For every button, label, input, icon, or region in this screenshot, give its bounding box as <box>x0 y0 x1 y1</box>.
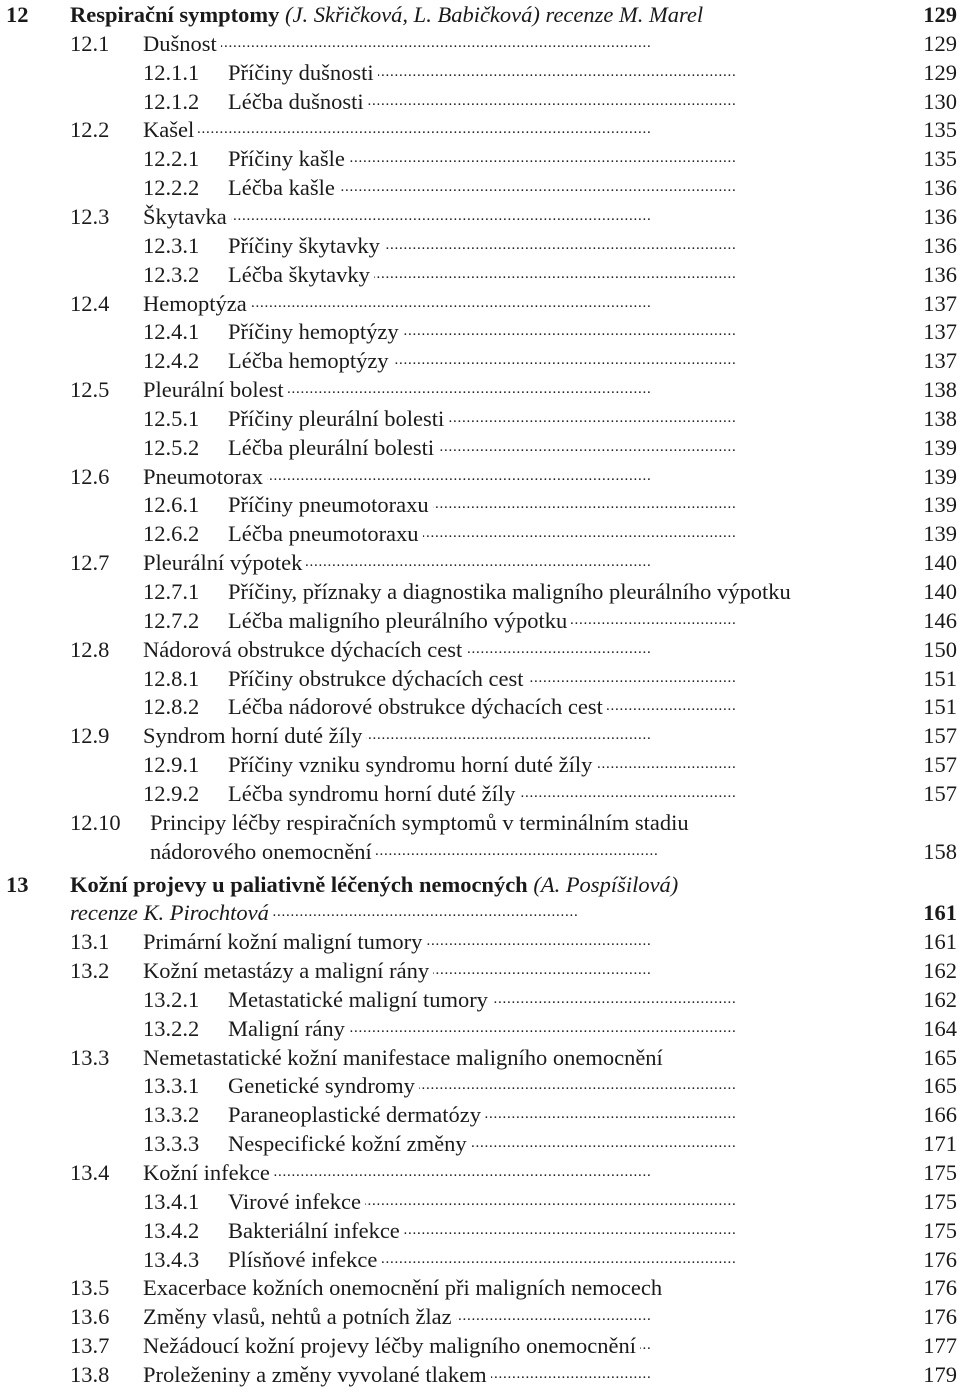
toc-entry-page: 177 <box>923 1333 957 1359</box>
toc-entry-number: 12.7.2 <box>143 607 200 633</box>
toc-entry-page: 165 <box>923 1073 957 1099</box>
toc-entry-title-text: Pneumotorax <box>143 463 263 489</box>
toc-entry[interactable] <box>0 635 960 664</box>
toc-entry-number: 12.1.2 <box>143 88 200 114</box>
toc-entry-number: 12.5.1 <box>143 405 200 431</box>
toc-entry-page: 161 <box>923 929 957 955</box>
toc-entry-number: 13.3.2 <box>143 1102 200 1128</box>
toc-entry-title-text: Respirační symptomy <box>70 2 280 27</box>
toc-entry-title <box>143 462 910 491</box>
toc-entry-number: 12.5 <box>70 377 110 403</box>
toc-entry-title-text: Kašel <box>143 117 195 143</box>
toc-entry-title <box>228 58 910 87</box>
toc-entry-title-text: Kožní metastázy a maligní rány <box>143 958 430 984</box>
toc-entry-title <box>228 1129 910 1158</box>
toc-entry[interactable] <box>0 289 960 318</box>
toc-entry-number: 12.4.2 <box>143 348 200 374</box>
toc-entry-number: 12.2.2 <box>143 175 200 201</box>
toc-entry-page: 171 <box>923 1131 957 1157</box>
toc-entry-title <box>228 606 910 635</box>
toc-entry[interactable] <box>0 58 960 87</box>
toc-entry-page: 150 <box>923 636 957 662</box>
toc-entry-title <box>228 577 910 606</box>
toc-entry-number: 13.3.3 <box>143 1131 200 1157</box>
toc-entry[interactable] <box>0 1129 960 1158</box>
toc-entry-number: 12.3 <box>70 203 110 229</box>
toc-entry[interactable] <box>0 231 960 260</box>
toc-entry-number: 12.6 <box>70 463 110 489</box>
toc-entry[interactable] <box>0 519 960 548</box>
toc-entry-page: 146 <box>923 607 957 633</box>
toc-entry-page: 151 <box>923 665 957 691</box>
toc-entry-page: 136 <box>923 175 957 201</box>
toc-entry-page: 129 <box>923 30 957 56</box>
toc-entry-number: 12.2 <box>70 117 110 143</box>
toc-entry-title-text: Léčba pleurální bolesti <box>228 434 435 460</box>
toc-entry-title <box>228 173 910 202</box>
toc-entry-title <box>228 231 910 260</box>
toc-entry-page: 140 <box>923 550 957 576</box>
toc-entry-title <box>150 837 910 866</box>
toc-entry-title-text: Příčiny obstrukce dýchacích cest <box>228 665 524 691</box>
toc-entry[interactable] <box>0 1331 960 1360</box>
toc-entry-title-text: Léčba pneumotoraxu <box>228 521 419 547</box>
toc-entry-title <box>228 404 910 433</box>
toc-entry-number: 12.5.2 <box>143 434 200 460</box>
toc-entry-title <box>143 1043 910 1072</box>
toc-entry-number: 12.9.2 <box>143 780 200 806</box>
toc-entry-author: (A. Pospíšilová) <box>527 871 679 897</box>
toc-entry-number: 12.2.1 <box>143 146 200 172</box>
toc-entry-number: 12.1 <box>70 30 110 56</box>
toc-entry-number: 12.9 <box>70 723 110 749</box>
toc-entry[interactable] <box>0 462 960 491</box>
toc-entry-title-text: Léčba maligního pleurálního výpotku <box>228 607 568 633</box>
toc-entry-page: 136 <box>923 232 957 258</box>
toc-entry-title-text: Příčiny dušnosti <box>228 59 374 85</box>
toc-entry-number: 12.3.1 <box>143 232 200 258</box>
toc-entry[interactable] <box>0 956 960 985</box>
toc-entry-title <box>70 0 910 29</box>
toc-entry-title <box>228 1187 910 1216</box>
toc-entry[interactable] <box>0 1273 960 1302</box>
toc-entry-title-text: Primární kožní maligní tumory <box>143 929 423 955</box>
toc-entry-page: 137 <box>923 290 957 316</box>
toc-entry-title-text: Škytavka <box>143 203 227 229</box>
toc-entry-title <box>143 1360 910 1389</box>
toc-entry-number: 13.2 <box>70 958 110 984</box>
toc-entry-page: 139 <box>923 492 957 518</box>
toc-entry-title-text: Příčiny hemoptýzy <box>228 319 399 345</box>
toc-entry-title <box>228 1216 910 1245</box>
toc-entry[interactable] <box>0 1071 960 1100</box>
toc-entry-number: 12.8.2 <box>143 694 200 720</box>
toc-entry-title <box>228 144 910 173</box>
toc-entry-title <box>228 750 910 779</box>
toc-entry-author: recenze K. Pirochtová <box>70 900 269 926</box>
toc-entry[interactable] <box>0 375 960 404</box>
toc-entry-title <box>143 202 910 231</box>
toc-entry-number: 13.3 <box>70 1044 110 1070</box>
toc-entry[interactable] <box>0 721 960 750</box>
toc-entry-title-text: Léčba hemoptýzy <box>228 348 389 374</box>
toc-entry-title-text: Léčba nádorové obstrukce dýchacích cest <box>228 694 603 720</box>
toc-entry-title-text: Exacerbace kožních onemocnění při maligních nemocech <box>143 1275 663 1301</box>
toc-entry[interactable] <box>0 1014 960 1043</box>
toc-entry-number: 13.5 <box>70 1275 110 1301</box>
toc-entry-title <box>143 1158 910 1187</box>
toc-entry[interactable] <box>0 927 960 956</box>
toc-entry-number: 13.2.1 <box>143 986 200 1012</box>
toc-entry-title-text: Příčiny, příznaky a diagnostika maligního pleurálního výpotku <box>228 579 791 604</box>
toc-entry[interactable] <box>0 1158 960 1187</box>
toc-entry-author: (J. Skřičková, L. Babičková) recenze M. Marel <box>279 2 704 27</box>
toc-entry-page: 166 <box>923 1102 957 1128</box>
toc-entry-title-text: Genetické syndromy <box>228 1073 415 1099</box>
toc-entry-page: 175 <box>923 1188 957 1214</box>
toc-entry-title-text: Nežádoucí kožní projevy léčby maligního onemocnění <box>143 1333 636 1359</box>
toc-entry-title <box>228 779 910 808</box>
toc-entry-title <box>70 898 910 927</box>
toc-entry-page: 176 <box>923 1304 957 1330</box>
toc-entry[interactable] <box>0 144 960 173</box>
toc-entry-number: 12.8.1 <box>143 665 200 691</box>
toc-entry-title <box>228 1245 910 1274</box>
toc-entry-title <box>228 346 910 375</box>
toc-entry-number: 12.6.2 <box>143 521 200 547</box>
toc-entry-title <box>143 1302 910 1331</box>
toc-entry[interactable] <box>0 808 960 837</box>
toc-entry[interactable] <box>0 1360 960 1389</box>
toc-entry-page: 137 <box>923 319 957 345</box>
toc-entry-title-text: Pleurální bolest <box>143 377 284 403</box>
toc-entry-number: 12.4 <box>70 290 110 316</box>
toc-entry-title <box>143 956 910 985</box>
toc-entry-number: 13.7 <box>70 1333 110 1359</box>
toc-entry[interactable] <box>0 898 960 927</box>
toc-entry-title-text: Kožní infekce <box>143 1160 270 1185</box>
toc-entry-number: 12.3.2 <box>143 261 200 287</box>
toc-entry[interactable] <box>0 985 960 1014</box>
toc-entry-number: 12.7 <box>70 550 110 576</box>
toc-entry-title-text: Léčba kašle <box>228 175 335 201</box>
toc-entry[interactable] <box>0 404 960 433</box>
toc-entry-title <box>70 870 910 899</box>
toc-entry-title <box>143 115 910 144</box>
toc-entry-number: 12 <box>6 2 29 27</box>
toc-entry-page: 165 <box>923 1044 957 1070</box>
toc-entry-page: 140 <box>923 579 957 604</box>
toc-entry[interactable] <box>0 0 960 29</box>
toc-entry[interactable] <box>0 1100 960 1129</box>
toc-entry-title-text: Syndrom horní duté žíly <box>143 723 363 749</box>
toc-entry[interactable] <box>0 779 960 808</box>
toc-entry-title <box>143 635 910 664</box>
toc-entry-page: 138 <box>923 405 957 431</box>
toc-entry-page: 158 <box>923 838 957 864</box>
toc-entry-page: 157 <box>923 780 957 806</box>
toc-entry-number: 12.1.1 <box>143 59 200 85</box>
toc-entry[interactable] <box>0 1245 960 1274</box>
toc-entry-number: 13.3.1 <box>143 1073 200 1099</box>
toc-entry-number: 13.1 <box>70 929 110 955</box>
toc-entry[interactable] <box>0 490 960 519</box>
toc-entry-page: 130 <box>923 88 957 114</box>
toc-entry-title <box>143 375 910 404</box>
toc-entry-number: 12.7.1 <box>143 579 200 604</box>
toc-entry-title-text: Nádorová obstrukce dýchacích cest <box>143 636 463 662</box>
toc-entry-page: 139 <box>923 463 957 489</box>
toc-entry-title <box>228 260 910 289</box>
toc-entry-title <box>143 927 910 956</box>
toc-entry-page: 138 <box>923 377 957 403</box>
toc-entry-title <box>143 721 910 750</box>
toc-entry-number: 13.4 <box>70 1160 110 1185</box>
toc-entry[interactable] <box>0 692 960 721</box>
toc-entry-title <box>143 548 910 577</box>
toc-entry-title <box>150 808 910 837</box>
toc-entry-title-text: Metastatické maligní tumory <box>228 986 488 1012</box>
toc-entry-title-text: Léčba syndromu horní duté žíly <box>228 780 516 806</box>
toc-entry[interactable] <box>0 115 960 144</box>
toc-entry-title-text: Změny vlasů, nehtů a potních žlaz <box>143 1304 452 1330</box>
toc-entry-number: 13.6 <box>70 1304 110 1330</box>
toc-entry-page: 136 <box>923 261 957 287</box>
toc-entry-page: 136 <box>923 203 957 229</box>
toc-entry-title-text: Paraneoplastické dermatózy <box>228 1102 482 1128</box>
toc-entry-page: 176 <box>923 1246 957 1272</box>
toc-entry-title-text: Léčba škytavky <box>228 261 370 287</box>
toc-entry-page: 164 <box>923 1015 957 1041</box>
toc-entry[interactable] <box>0 87 960 116</box>
toc-entry-number: 12.10 <box>70 809 121 835</box>
toc-entry-title-text: Bakteriální infekce <box>228 1217 400 1243</box>
toc-entry-number: 13.4.2 <box>143 1217 200 1243</box>
toc-entry-page: 175 <box>923 1217 957 1243</box>
toc-entry-title <box>228 1014 910 1043</box>
toc-entry-title-text: Nemetastatické kožní manifestace maligního onemocnění <box>143 1044 663 1070</box>
toc-entry-title <box>228 490 910 519</box>
toc-entry-title <box>228 519 910 548</box>
toc-entry[interactable] <box>0 433 960 462</box>
toc-entry-title-text: Proleženiny a změny vyvolané tlakem <box>143 1361 487 1387</box>
toc-entry-number: 13.4.3 <box>143 1246 200 1272</box>
toc-entry-page: 162 <box>923 958 957 984</box>
toc-entry[interactable] <box>0 606 960 635</box>
toc-entry-title <box>143 1273 910 1302</box>
toc-entry-title <box>143 289 910 318</box>
toc-entry[interactable] <box>0 1187 960 1216</box>
toc-entry-page: 157 <box>923 752 957 778</box>
toc-entry[interactable] <box>0 870 960 899</box>
toc-entry-title-text: Příčiny pneumotoraxu <box>228 492 429 518</box>
toc-entry-title <box>143 1331 910 1360</box>
toc-entry-title-text: Kožní projevy u paliativně léčených nemocných <box>70 871 528 897</box>
toc-entry-page: 162 <box>923 986 957 1012</box>
toc-entry-title-text: Pleurální výpotek <box>143 550 303 576</box>
toc-entry[interactable] <box>0 548 960 577</box>
toc-entry-title-text: Příčiny kašle <box>228 146 345 172</box>
toc-entry-title-text: Příčiny vzniku syndromu horní duté žíly <box>228 752 593 778</box>
toc-entry-title-text: Plísňové infekce <box>228 1246 378 1272</box>
toc-entry-title-text: Léčba dušnosti <box>228 88 364 114</box>
toc-entry-number: 12.6.1 <box>143 492 200 518</box>
toc-entry-number: 13.4.1 <box>143 1188 200 1214</box>
toc-entry-title <box>228 692 910 721</box>
toc-entry[interactable] <box>0 1302 960 1331</box>
toc-entry-title-text: Nespecifické kožní změny <box>228 1131 467 1157</box>
toc-entry-title-text: Příčiny škytavky <box>228 232 380 258</box>
toc-entry-page: 151 <box>923 694 957 720</box>
toc-entry-page: 157 <box>923 723 957 749</box>
toc-entry[interactable] <box>0 29 960 58</box>
toc-entry-number: 12.8 <box>70 636 110 662</box>
toc-entry-number: 12.9.1 <box>143 752 200 778</box>
toc-entry-page: 175 <box>923 1160 957 1185</box>
toc-entry-title <box>228 664 910 693</box>
toc-entry[interactable] <box>0 346 960 375</box>
toc-entry-page: 176 <box>923 1275 957 1301</box>
toc-entry-title <box>228 87 910 116</box>
toc-entry-title-text: Principy léčby respiračních symptomů v terminálním stadiu <box>150 809 689 835</box>
toc-entry-page: 161 <box>923 900 957 926</box>
toc-entry-title-text: Dušnost <box>143 30 217 56</box>
toc-entry-number: 13.8 <box>70 1361 110 1387</box>
toc-entry-page: 139 <box>923 521 957 547</box>
toc-entry-title-text: nádorového onemocnění <box>150 838 372 864</box>
toc-entry-title <box>228 985 910 1014</box>
toc-entry-page: 129 <box>923 59 957 85</box>
toc-entry-number: 12.4.1 <box>143 319 200 345</box>
toc-entry-title <box>143 29 910 58</box>
toc-entry[interactable] <box>0 577 960 606</box>
toc-entry-page: 129 <box>923 2 957 27</box>
toc-entry[interactable] <box>0 837 960 866</box>
toc-entry-page: 135 <box>923 117 957 143</box>
toc-entry-page: 179 <box>923 1361 957 1387</box>
toc-entry-title-text: Virové infekce <box>228 1188 361 1214</box>
toc-entry-title <box>228 1071 910 1100</box>
toc-entry[interactable] <box>0 173 960 202</box>
toc-entry[interactable] <box>0 750 960 779</box>
toc-entry-number: 13 <box>6 871 29 897</box>
toc-entry-title <box>228 433 910 462</box>
toc-entry-title-text: Maligní rány <box>228 1015 345 1041</box>
toc-entry-title-text: Hemoptýza <box>143 290 247 316</box>
toc-entry-title-text: Příčiny pleurální bolesti <box>228 405 445 431</box>
toc-entry-page: 137 <box>923 348 957 374</box>
toc-entry[interactable] <box>0 260 960 289</box>
toc-entry-title <box>228 317 910 346</box>
toc-entry[interactable] <box>0 1043 960 1072</box>
toc-entry[interactable] <box>0 202 960 231</box>
toc-entry-page: 135 <box>923 146 957 172</box>
toc-entry[interactable] <box>0 1216 960 1245</box>
toc-entry-number: 13.2.2 <box>143 1015 200 1041</box>
toc-entry-title <box>228 1100 910 1129</box>
toc-entry-page: 139 <box>923 434 957 460</box>
toc-entry[interactable] <box>0 317 960 346</box>
toc-entry[interactable] <box>0 664 960 693</box>
